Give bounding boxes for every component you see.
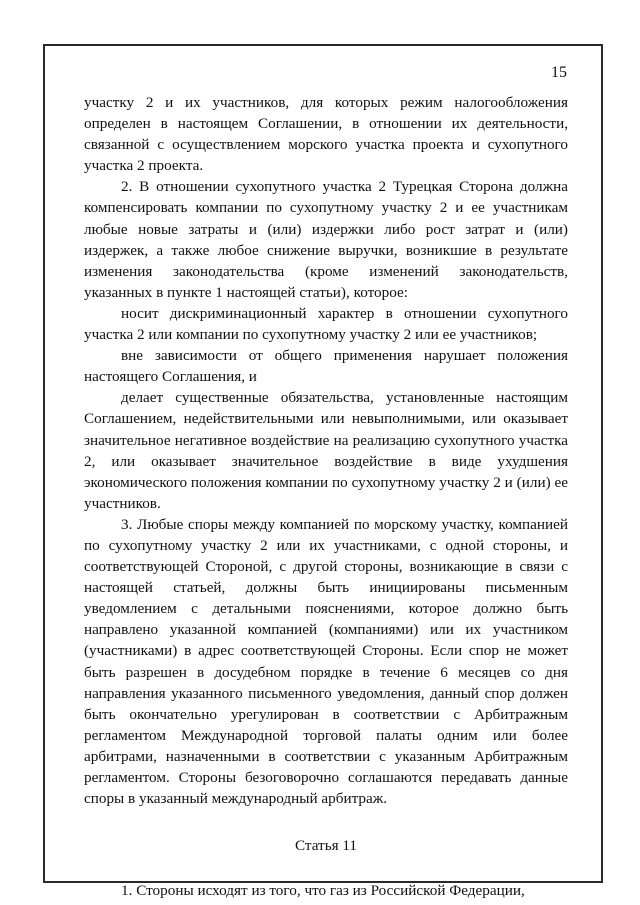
- paragraph-clause-2: 2. В отношении сухопутного участка 2 Турецкая Сторона должна компенсировать компании по сухопутному участку 2 и ее участникам любые новые затраты и (или) издержки либо рост затрат и (или) издержек, а также любое снижение выручки, возникшие в результате изменения законодательства (кроме изменений законодательств, указанных в пункте 1 настоящей статьи), которое:: [84, 178, 568, 301]
- document-body: [84, 92, 568, 901]
- page-number: 15: [551, 64, 567, 81]
- paragraph-article-11-clause-1: 1. Стороны исходят из того, что газ из Российской Федерации,: [121, 882, 525, 900]
- paragraph-condition-discriminatory: носит дискриминационный характер в отношении сухопутного участка 2 или компании по сухопутному участку 2 или ее участников;: [84, 304, 568, 344]
- article-heading: Статья 11: [294, 837, 358, 855]
- paragraph-condition-obligations: делает существенные обязательства, установленные настоящим Соглашением, недействительными или невыполнимыми, или оказывает значительное негативное воздействие на реализацию сухопутного участка 2, или оказывает значительное воздействие в виде ухудшения экономического положения компании по сухопутному участку 2 и (или) ее участников.: [84, 389, 568, 512]
- paragraph-continuation: участку 2 и их участников, для которых режим налогообложения определен в настоящем Соглашении, в отношении их деятельности, связанной с осуществлением морского участка проекта и сухопутного участка 2 проекта.: [84, 94, 568, 175]
- paragraph-condition-general: вне зависимости от общего применения нарушает положения настоящего Соглашения, и: [84, 347, 568, 386]
- paragraph-clause-3: 3. Любые споры между компанией по морскому участку, компанией по сухопутному участку 2 или их участниками, с одной стороны, и соответствующей Стороной, с другой стороны, возникающие в связи с настоящей статьей, должны быть инициированы письменным уведомлением с детальными пояснениями, которое должно быть направлено указанной компанией (компаниями) или их участником (участниками) в адрес соответствующей Стороны. Если спор не может быть разрешен в досудебном порядке в течение 6 месяцев со дня направления указанного письменного уведомления, данный спор должен быть окончательно урегулирован в соответствии с Арбитражным регламентом Международной торговой палаты одним или более арбитрами, назначенными в соответствии с указанным Арбитражным регламентом. Стороны безоговорочно соглашаются передавать данные споры в указанный международный арбитраж.: [84, 515, 568, 808]
